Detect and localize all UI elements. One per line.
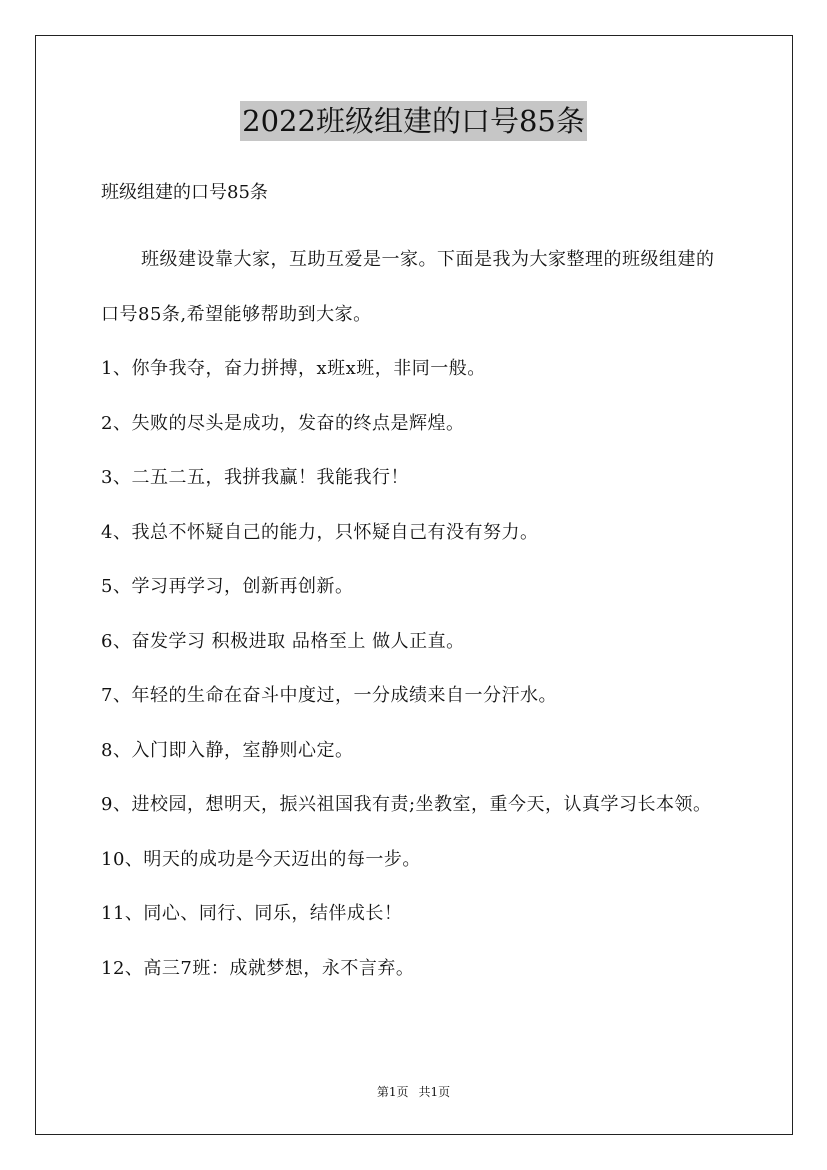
- page-footer: [0, 1083, 827, 1101]
- document-title: [0, 101, 827, 141]
- document-subtitle: 班级组建的口号85条: [101, 182, 268, 203]
- list-item: 2、失败的尽头是成功，发奋的终点是辉煌。: [101, 412, 465, 434]
- list-item: 7、年轻的生命在奋斗中度过，一分成绩来自一分汗水。: [101, 685, 557, 706]
- page-number: 第1页: [376, 1085, 409, 1099]
- list-item: 11、同心、同行、同乐，结伴成长！: [101, 903, 403, 924]
- list-item: 12、高三7班：成就梦想，永不言弃。: [101, 957, 415, 979]
- list-item: 8、入门即入静，室静则心定。: [101, 739, 354, 761]
- list-item: 5、学习再学习，创新再创新。: [101, 576, 354, 597]
- document-title-text: 2022班级组建的口号85条: [240, 101, 587, 141]
- list-item: 3、二五二五，我拼我赢！我能我行！: [101, 467, 409, 488]
- list-item: 1、你争我夺，奋力拼搏，x班x班，非同一般。: [101, 358, 486, 379]
- list-item: 6、奋发学习 积极进取 品格至上 做人正直。: [101, 630, 465, 652]
- intro-paragraph: 班级建设靠大家，互助互爱是一家。下面是我为大家整理的班级组建的口号85条,希望能够帮助到大家。: [101, 249, 715, 325]
- list-item: 9、进校园，想明天，振兴祖国我有责;坐教室，重今天，认真学习长本领。: [101, 794, 712, 815]
- list-item: 10、明天的成功是今天迈出的每一步。: [101, 848, 421, 870]
- slogan-list: [101, 342, 731, 996]
- page-total: 共1页: [418, 1085, 451, 1099]
- list-item: 4、我总不怀疑自己的能力，只怀疑自己有没有努力。: [101, 521, 539, 543]
